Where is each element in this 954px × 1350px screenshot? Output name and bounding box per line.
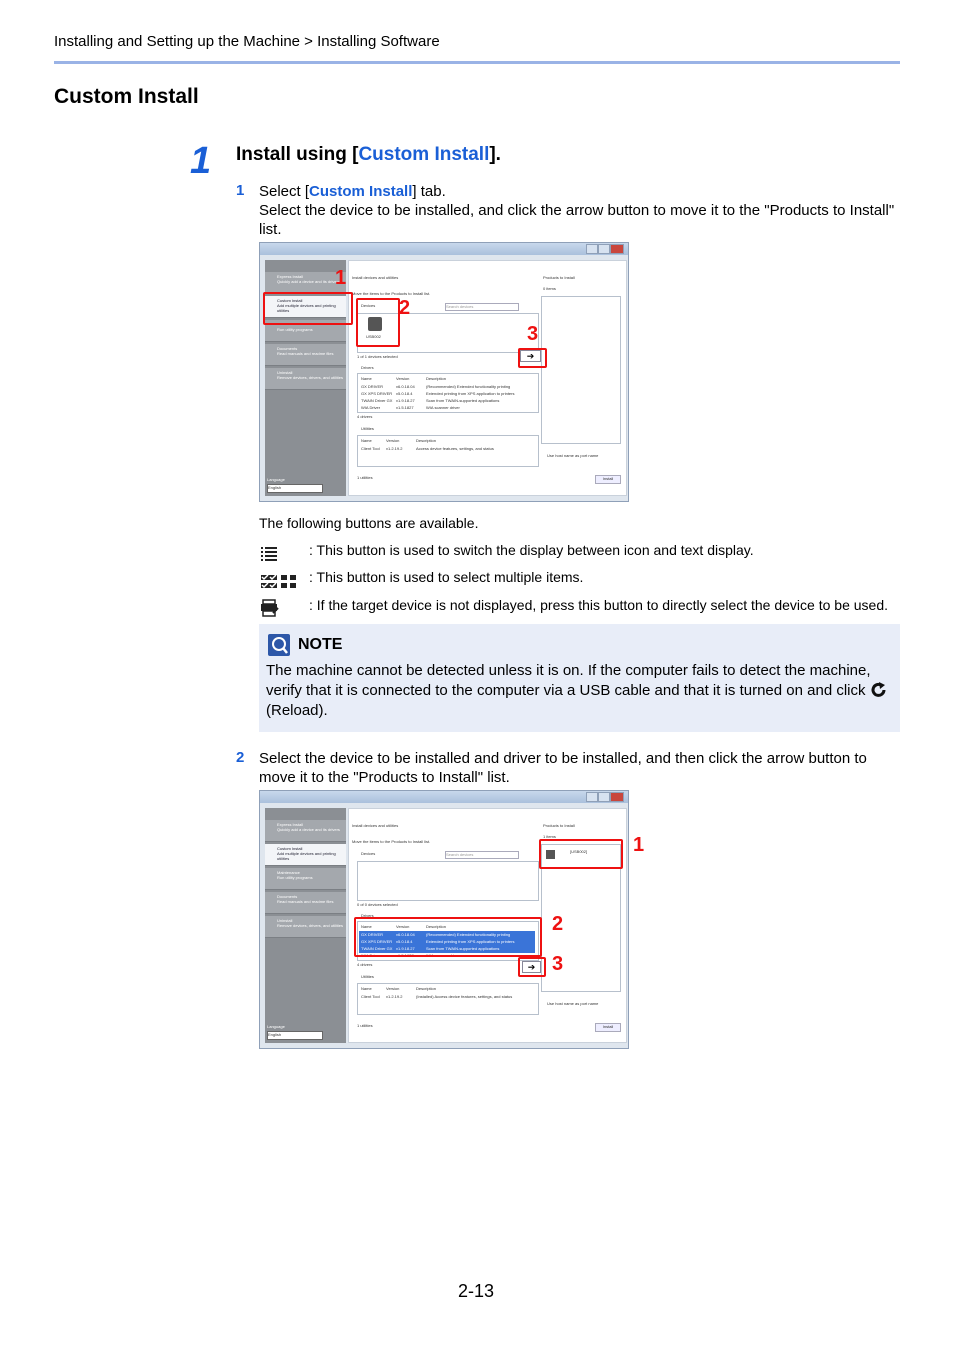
callout-box-2 bbox=[354, 917, 542, 957]
window-titlebar bbox=[260, 243, 628, 255]
driver-name[interactable]: TWAIN Driver GX bbox=[361, 398, 393, 403]
callout-box-2 bbox=[356, 298, 400, 347]
maximize-icon[interactable] bbox=[598, 244, 610, 254]
driver-name[interactable]: WIA Driver bbox=[361, 405, 381, 410]
note-heading: NOTE bbox=[298, 636, 343, 653]
sidebar-item-title: Uninstall bbox=[277, 370, 293, 375]
sidebar-item-documents[interactable] bbox=[265, 344, 346, 366]
col-description: Description bbox=[416, 438, 437, 443]
utility-description: Access device features, settings, and status bbox=[416, 446, 494, 451]
custom-install-tab-link[interactable]: Custom Install bbox=[309, 183, 413, 200]
driver-version: v1.5.1827 bbox=[396, 953, 414, 958]
language-select[interactable]: English bbox=[267, 1031, 323, 1040]
installer-screenshot-1 bbox=[259, 242, 629, 502]
callout-box-1 bbox=[263, 292, 353, 325]
driver-name[interactable]: GX DRIVER bbox=[361, 384, 384, 389]
driver-name[interactable]: GX XPS DRIVER bbox=[361, 391, 393, 396]
installer-main bbox=[348, 260, 627, 496]
step-title-prefix: Install using [ bbox=[236, 144, 359, 165]
driver-version: v1.9.18.27 bbox=[396, 946, 415, 951]
sidebar-item-express-install[interactable] bbox=[265, 820, 346, 842]
utility-name[interactable]: Client Tool bbox=[361, 446, 380, 451]
devices-label: Devices bbox=[361, 303, 376, 308]
col-version: Version bbox=[386, 986, 400, 991]
devices-count: 0 of 0 devices selected bbox=[357, 902, 398, 907]
col-name: Name bbox=[361, 376, 372, 381]
substep-2-number: 2 bbox=[236, 749, 245, 766]
sidebar-item-desc: Remove devices, drivers, and utilities bbox=[277, 375, 344, 380]
utility-description: (Installed) Access device features, settings, and status bbox=[416, 994, 513, 999]
sidebar-item-desc: Read manuals and readme files bbox=[277, 351, 334, 356]
step-title bbox=[236, 144, 501, 166]
note-text-end: (Reload). bbox=[266, 702, 328, 719]
utility-name[interactable]: Client Tool bbox=[361, 994, 380, 999]
driver-name[interactable]: TWAIN Driver GX bbox=[361, 946, 393, 951]
step-title-suffix: ]. bbox=[489, 144, 501, 165]
substep-1-number: 1 bbox=[236, 182, 245, 199]
sidebar-item-maintenance[interactable] bbox=[265, 868, 346, 890]
driver-description: Scan from TWAIN-supported applications bbox=[426, 398, 500, 403]
minimize-icon[interactable] bbox=[586, 244, 598, 254]
close-icon[interactable] bbox=[610, 792, 624, 802]
installer-sidebar bbox=[265, 808, 346, 1043]
utilities-count: 1 utilities bbox=[357, 475, 373, 480]
callout-box-3 bbox=[518, 348, 547, 368]
installer-screenshot-2 bbox=[259, 790, 645, 1049]
main-title: Install devices and utilities bbox=[352, 823, 399, 828]
device-name: USB002 bbox=[366, 334, 381, 339]
callout-label-2: 2 bbox=[552, 913, 564, 935]
buttons-intro: The following buttons are available. bbox=[259, 515, 479, 531]
sidebar-item-desc: Add multiple devices and printing utilities bbox=[277, 303, 336, 313]
search-devices-input[interactable]: Search devices bbox=[445, 303, 519, 311]
col-name: Name bbox=[361, 986, 372, 991]
sidebar-item-desc: Remove devices, drivers, and utilities bbox=[277, 923, 344, 928]
window-titlebar bbox=[260, 791, 628, 803]
col-description: Description bbox=[416, 986, 437, 991]
drivers-label: Drivers bbox=[361, 365, 374, 370]
sidebar-item-title: Express Install bbox=[277, 274, 304, 279]
devices-label: Devices bbox=[361, 851, 376, 856]
product-item[interactable]: [USB002] bbox=[570, 849, 588, 854]
sidebar-item-desc: Add multiple devices and printing utilities bbox=[277, 851, 336, 861]
sidebar-item-title: Express Install bbox=[277, 822, 304, 827]
driver-name[interactable]: GX DRIVER bbox=[361, 932, 384, 937]
header-rule bbox=[54, 61, 900, 64]
utilities-label: Utilities bbox=[361, 974, 374, 979]
button-desc-3: : If the target device is not displayed, press this button to directly select the device to be used. bbox=[309, 597, 888, 613]
utility-version: v1.2.19.2 bbox=[386, 446, 403, 451]
col-version: Version bbox=[386, 438, 400, 443]
utilities-panel bbox=[357, 983, 539, 1015]
host-name-checkbox[interactable]: Use host name as port name bbox=[547, 1001, 599, 1006]
main-instruction: Move the items to the Products to Install list. bbox=[352, 291, 431, 296]
arrow-right-icon[interactable]: ➔ bbox=[522, 961, 541, 973]
driver-name[interactable]: WIA Driver bbox=[361, 953, 381, 958]
driver-version: v5.0.18.4 bbox=[396, 391, 413, 396]
sidebar-item-desc: Quickly add a device and its drivers bbox=[277, 279, 340, 284]
maximize-icon[interactable] bbox=[598, 792, 610, 802]
products-count: 0 items bbox=[543, 286, 556, 291]
sidebar-item-uninstall[interactable] bbox=[265, 916, 346, 938]
utilities-count: 1 utilities bbox=[357, 1023, 373, 1028]
sidebar-item-title: Maintenance bbox=[277, 870, 300, 875]
products-title: Products to Install bbox=[543, 823, 575, 828]
driver-name[interactable]: GX XPS DRIVER bbox=[361, 939, 393, 944]
utility-version: v1.2.19.2 bbox=[386, 994, 403, 999]
callout-label-2: 2 bbox=[399, 297, 411, 319]
sidebar-item-title: Documents bbox=[277, 346, 298, 351]
close-icon[interactable] bbox=[610, 244, 624, 254]
reload-icon bbox=[870, 682, 888, 698]
driver-description: WIA scanner driver bbox=[426, 953, 460, 958]
col-version: Version bbox=[396, 924, 410, 929]
driver-description: (Recommended) Extended functionality printing bbox=[426, 384, 511, 389]
driver-description: Scan from TWAIN-supported applications bbox=[426, 946, 500, 951]
driver-description: (Recommended) Extended functionality printing bbox=[426, 932, 511, 937]
sidebar-item-uninstall[interactable] bbox=[265, 368, 346, 390]
arrow-right-icon[interactable]: ➔ bbox=[520, 350, 541, 362]
install-button[interactable]: Install bbox=[595, 475, 621, 484]
drivers-count: 4 drivers bbox=[357, 414, 373, 419]
callout-label-3: 3 bbox=[527, 323, 539, 345]
col-version: Version bbox=[396, 376, 410, 381]
sidebar-item-title: Custom Install bbox=[277, 846, 303, 851]
driver-version: v5.0.18.4 bbox=[396, 939, 413, 944]
sidebar-item-title: Uninstall bbox=[277, 918, 293, 923]
custom-install-link[interactable]: Custom Install bbox=[358, 144, 490, 165]
substep-1-line1 bbox=[259, 182, 899, 201]
sidebar-item-desc: Run utility programs bbox=[277, 875, 313, 880]
sidebar-item-express-install[interactable] bbox=[265, 272, 346, 294]
page-number: 2-13 bbox=[458, 1281, 495, 1301]
minimize-icon[interactable] bbox=[586, 792, 598, 802]
col-name: Name bbox=[361, 438, 372, 443]
button-desc-1: : This button is used to switch the display between icon and text display. bbox=[309, 542, 754, 558]
driver-version: v1.9.18.27 bbox=[396, 398, 415, 403]
section-title: Custom Install bbox=[54, 85, 199, 108]
callout-label-1: 1 bbox=[335, 267, 347, 289]
substep-1-prefix: Select [ bbox=[259, 183, 310, 200]
callout-box-3 bbox=[518, 957, 546, 977]
note-icon bbox=[268, 634, 290, 656]
devices-panel bbox=[357, 861, 539, 901]
note-text-main: The machine cannot be detected unless it is on. If the computer fails to detect the machine, verify that it is connected to the computer via a USB cable and that it is turned on and click bbox=[266, 662, 871, 699]
devices-count: 1 of 1 devices selected bbox=[357, 354, 398, 359]
products-count: 1 items bbox=[543, 834, 556, 839]
substep-2-text: Select the device to be installed and driver to be installed, and then click the arrow button to move it to the "Products to Install" list. bbox=[259, 750, 867, 786]
sidebar-item-title: Documents bbox=[277, 894, 298, 899]
sidebar-item-title: Custom Install bbox=[277, 298, 303, 303]
button-desc-2: : This button is used to select multiple items. bbox=[309, 569, 584, 585]
sidebar-item-custom-install[interactable] bbox=[265, 844, 346, 866]
note-text bbox=[266, 661, 891, 721]
callout-label-1: 1 bbox=[633, 834, 645, 856]
list-view-icon bbox=[260, 544, 278, 562]
substep-1-text bbox=[259, 182, 899, 239]
driver-version: v6.0.18.04 bbox=[396, 932, 415, 937]
substep-1-suffix: ] tab. bbox=[412, 183, 446, 200]
driver-description: WIA scanner driver bbox=[426, 405, 460, 410]
main-title: Install devices and utilities bbox=[352, 275, 399, 280]
install-button[interactable]: Install bbox=[595, 1023, 621, 1032]
sidebar-item-desc: Quickly add a device and its drivers bbox=[277, 827, 340, 832]
substep-1-line2: Select the device to be installed, and click the arrow button to move it to the "Products to Install" list. bbox=[259, 202, 895, 238]
main-instruction: Move the items to the Products to Install list. bbox=[352, 839, 431, 844]
driver-description: Extended printing from XPS application to printers bbox=[426, 939, 515, 944]
driver-version: v6.0.18.04 bbox=[396, 384, 415, 389]
utilities-panel bbox=[357, 435, 539, 467]
drivers-panel bbox=[357, 373, 539, 413]
col-description: Description bbox=[426, 376, 447, 381]
driver-version: v1.5.1827 bbox=[396, 405, 414, 410]
step-number: 1 bbox=[190, 140, 212, 182]
sidebar-item-desc: Run utility programs bbox=[277, 327, 313, 332]
col-name: Name bbox=[361, 924, 372, 929]
callout-label-3: 3 bbox=[552, 953, 564, 975]
products-title: Products to Install bbox=[543, 275, 575, 280]
drivers-count: 4 drivers bbox=[357, 962, 373, 967]
products-panel bbox=[541, 296, 621, 444]
sidebar-item-documents[interactable] bbox=[265, 892, 346, 914]
language-label: Language bbox=[267, 477, 285, 482]
drivers-label: Drivers bbox=[361, 913, 374, 918]
breadcrumb: Installing and Setting up the Machine > Installing Software bbox=[54, 33, 440, 50]
col-description: Description bbox=[426, 924, 447, 929]
multi-select-icon bbox=[260, 572, 298, 590]
sidebar-item-desc: Read manuals and readme files bbox=[277, 899, 334, 904]
callout-box-1 bbox=[539, 839, 623, 869]
utilities-label: Utilities bbox=[361, 426, 374, 431]
language-select[interactable]: English bbox=[267, 484, 323, 493]
add-device-icon bbox=[260, 598, 280, 618]
driver-description: Extended printing from XPS application to printers bbox=[426, 391, 515, 396]
search-devices-input[interactable]: Search devices bbox=[445, 851, 519, 859]
host-name-checkbox[interactable]: Use host name as port name bbox=[547, 453, 599, 458]
language-label: Language bbox=[267, 1024, 285, 1029]
